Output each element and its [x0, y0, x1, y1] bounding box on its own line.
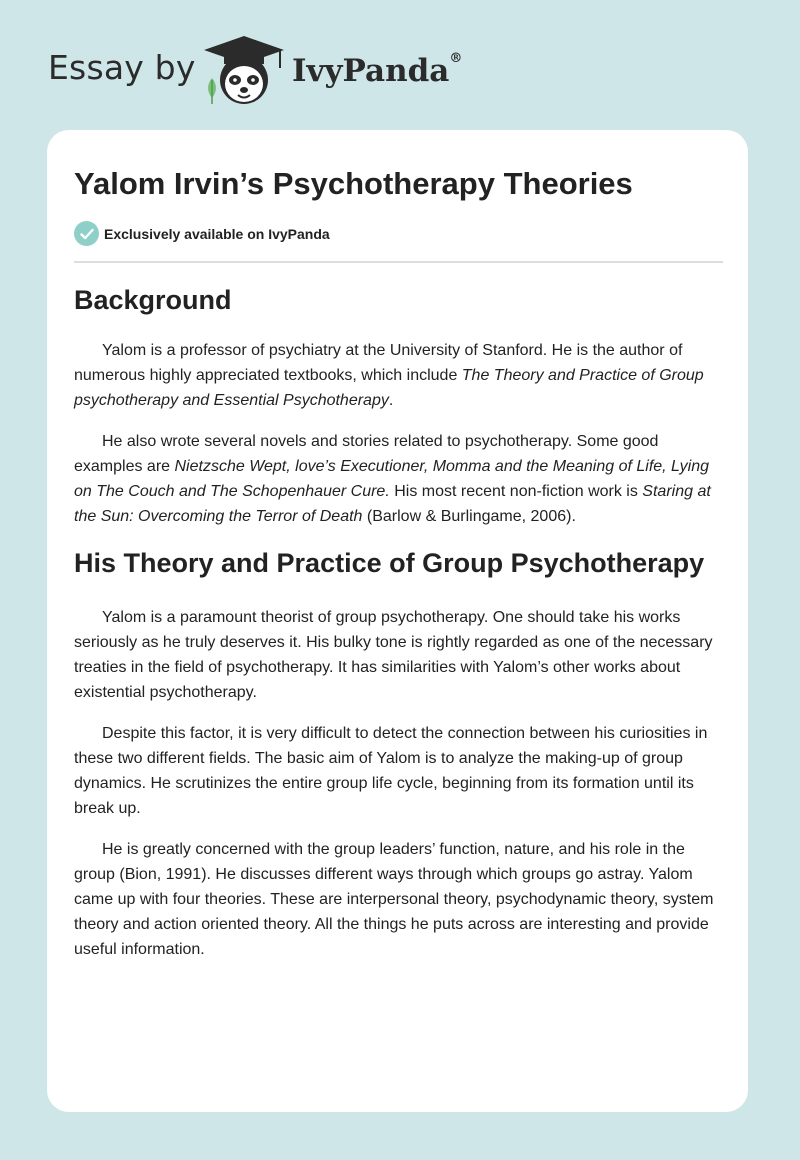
paragraph: Despite this factor, it is very difficult to detect the connection between his curiosities in these two different fields. The basic aim of Yalom is to analyze the making-up of group dynamics. He scrutinizes the entire group life cycle, beginning from its formation until its break up.	[74, 725, 708, 817]
essay-card	[47, 130, 748, 1112]
paragraph-text: His most recent non-fiction work is	[389, 483, 643, 500]
brand-text: IvyPanda	[292, 53, 450, 89]
site-header	[0, 0, 800, 130]
paragraph: He is greatly concerned with the group leaders’ function, nature, and his role in the group (Bion, 1991). He discusses different ways through which groups go astray. Yalom came up with four theories. These are interpersonal theory, psychodynamic theory, system theory and action oriented theory. All the things he puts across are interesting and provide useful information.	[74, 841, 714, 958]
section-heading-group-psychotherapy: His Theory and Practice of Group Psychotherapy	[74, 548, 705, 578]
paragraph	[74, 338, 723, 413]
exclusive-badge	[74, 221, 330, 246]
paragraph-text: .	[388, 392, 394, 409]
section-heading-background: Background	[74, 285, 232, 315]
citation: (Barlow & Burlingame, 2006).	[362, 508, 576, 525]
brand-name[interactable]	[292, 53, 462, 89]
paragraph-text: Yalom is a professor of psychiatry at the University of Stanford. He is the author of numerous highly appreciated textbooks, which include	[74, 342, 683, 384]
book-titles: Nietzsche Wept, love’s Executioner, Momma and the Meaning of Life, Lying on The Couch and The Schopenhauer Cure.	[74, 458, 710, 500]
paragraph-text: He also wrote several novels and stories related to psychotherapy. Some good examples are	[74, 433, 659, 475]
book-titles: The Theory and Practice of Group psychotherapy and Essential Psychotherapy	[74, 367, 704, 409]
book-title: Staring at the Sun: Overcoming the Terror of Death	[74, 483, 711, 525]
check-icon	[74, 221, 99, 246]
essay-title: Yalom Irvin’s Psychotherapy Theories	[74, 166, 633, 201]
essay-body	[74, 280, 723, 962]
panda-logo-icon[interactable]	[202, 34, 286, 108]
paragraph: Yalom is a paramount theorist of group psychotherapy. One should take his works seriously as he truly deserves it. His bulky tone is rightly regarded as one of the necessary treaties in the field of psychotherapy. It has similarities with Yalom’s other works about existential psychotherapy.	[74, 609, 713, 701]
essay-by-label: Essay by	[48, 48, 196, 87]
paragraph	[74, 429, 723, 529]
registered-mark: ®	[449, 51, 463, 66]
exclusive-label: Exclusively available on IvyPanda	[104, 225, 330, 242]
divider	[74, 261, 723, 263]
